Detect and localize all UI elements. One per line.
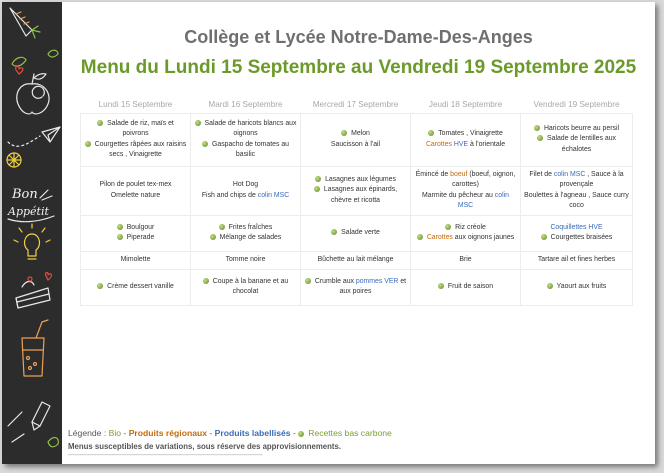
leaf-icon <box>48 438 58 447</box>
menu-cell <box>191 166 301 215</box>
menu-dish <box>414 255 517 265</box>
menu-dish <box>524 233 629 243</box>
dish-text: Riz créole <box>455 223 486 231</box>
dish-text: Crème dessert vanille <box>107 282 174 290</box>
menu-dish <box>84 223 187 233</box>
day-header-row <box>81 96 633 113</box>
dish-text: Coupe à la banane et au chocolat <box>212 277 289 295</box>
menu-body <box>81 113 633 305</box>
menu-cell <box>301 215 411 251</box>
low-carbon-leaf-icon <box>97 120 103 126</box>
low-carbon-leaf-icon <box>541 234 547 240</box>
menu-cell <box>191 215 301 251</box>
day-header: Mardi 16 Septembre <box>208 99 283 109</box>
lemon-icon <box>7 153 21 167</box>
menu-cell <box>301 269 411 305</box>
menu-dish <box>84 191 187 201</box>
menu-cell <box>81 166 191 215</box>
dish-text: , Sauce à la provençale <box>559 170 624 189</box>
cheese-row <box>81 251 633 269</box>
menu-cell <box>521 113 633 166</box>
main-course-row <box>81 166 633 215</box>
menu-dish <box>194 191 297 201</box>
menu-dish <box>194 223 297 233</box>
low-carbon-leaf-icon <box>219 224 225 230</box>
menu-dish <box>194 119 297 140</box>
low-carbon-leaf-icon <box>537 135 543 141</box>
starter-row <box>81 113 633 166</box>
legend-low-carbon: Recettes bas carbone <box>308 428 392 438</box>
menu-cell <box>301 113 411 166</box>
menu-cell <box>411 251 521 269</box>
dish-text: Courgettes braisées <box>550 234 613 241</box>
dish-text: à l'orientale <box>468 140 506 148</box>
regional-product-text: Carottes <box>426 234 453 241</box>
menu-dish <box>84 180 187 190</box>
menu-dish <box>524 282 629 292</box>
dish-text: Hot Dog <box>232 181 259 189</box>
menu-dish <box>524 191 629 212</box>
dish-text: Gaspacho de tomates au basilic <box>212 140 289 158</box>
menu-cell <box>521 215 633 251</box>
dish-text: et aux poires <box>339 277 407 295</box>
low-carbon-leaf-icon <box>331 229 337 235</box>
menu-dish <box>84 119 187 140</box>
legend-bio: Bio <box>108 428 122 438</box>
menu-table <box>80 96 633 306</box>
school-title: Collège et Lycée Notre-Dame-Des-Anges <box>184 27 533 47</box>
menu-dish <box>414 129 517 139</box>
legend-separator: - <box>121 428 129 438</box>
dish-text: Bûchette au lait mélange <box>317 255 394 263</box>
day-header: Vendredi 19 Septembre <box>533 99 620 109</box>
menu-dish <box>84 255 187 265</box>
day-header: Lundi 15 Septembre <box>98 99 173 109</box>
menu-dish <box>524 223 629 233</box>
menu-dish <box>524 170 629 191</box>
menu-dish <box>194 277 297 298</box>
menu-cell <box>191 113 301 166</box>
menu-dish <box>84 140 187 161</box>
menu-cell <box>81 113 191 166</box>
lightbulb-icon <box>14 224 50 259</box>
dish-text: Boulettes à l'agneau , Sauce curry coco <box>524 191 629 209</box>
menu-cell <box>521 269 633 305</box>
chalkboard-strip <box>2 2 62 464</box>
low-carbon-leaf-icon <box>428 130 434 136</box>
dish-text: Frites fraîches <box>228 223 273 231</box>
low-carbon-leaf-icon <box>314 186 320 192</box>
menu-dish <box>414 233 517 243</box>
menu-dish <box>414 223 517 233</box>
menu-dish <box>84 233 187 243</box>
low-carbon-leaf-icon <box>117 234 123 240</box>
menu-dish <box>414 140 517 150</box>
carrot-icon <box>10 8 40 38</box>
labelled-product-text: Coquillettes HVE <box>550 223 603 231</box>
menu-dish <box>524 124 629 134</box>
side-dish-row <box>81 215 633 251</box>
low-carbon-leaf-icon <box>210 234 216 240</box>
menu-cell <box>411 215 521 251</box>
low-carbon-leaf-icon <box>203 278 209 284</box>
dish-text: Salade de riz, maïs et poivrons <box>107 119 174 138</box>
low-carbon-leaf-icon <box>438 283 444 289</box>
menu-dish <box>194 180 297 190</box>
dish-text: Brie <box>459 255 472 263</box>
low-carbon-leaf-icon <box>417 234 423 240</box>
legend-labelled: Produits labellisés <box>214 428 291 438</box>
dish-text: Émincé de <box>415 170 451 178</box>
leaf-icon <box>12 50 58 66</box>
dish-text: Tomme noire <box>225 255 266 263</box>
availability-note: Menus susceptibles de variations, sous réserve des approvisionnements. <box>68 442 341 451</box>
labelled-product-text: colin MSC <box>257 191 290 199</box>
heart-icon <box>16 66 23 74</box>
menu-cell <box>521 166 633 215</box>
cake-icon <box>16 272 51 308</box>
dish-text: Piperade <box>126 234 155 241</box>
dish-text: Salade verte <box>341 228 380 236</box>
chalkboard-illustrations <box>2 2 62 464</box>
dessert-row <box>81 269 633 305</box>
menu-dish <box>414 282 517 292</box>
menu-cell <box>411 166 521 215</box>
menu-dish <box>304 277 407 298</box>
menu-dish <box>84 282 187 292</box>
appetit-text: Appétit <box>8 205 49 218</box>
low-carbon-leaf-icon <box>547 283 553 289</box>
dish-text: Filet de <box>529 170 554 178</box>
labelled-product-text: colin MSC <box>457 191 509 209</box>
menu-dish <box>304 140 407 150</box>
menu-cell <box>521 251 633 269</box>
regional-product-text: boeuf <box>450 170 468 178</box>
labelled-product-text: pommes VER <box>355 277 399 285</box>
dish-text: (boeuf, oignon, carottes) <box>452 170 516 189</box>
menu-dish <box>194 140 297 161</box>
paper-plane-icon <box>8 127 60 146</box>
dish-text: Tartare ail et fines herbes <box>537 255 616 263</box>
dish-text: Fruit de saison <box>447 282 494 290</box>
menu-cell <box>191 269 301 305</box>
menu-sheet <box>2 2 655 464</box>
menu-dish <box>304 129 407 139</box>
dish-text: Yaourt aux fruits <box>556 282 607 290</box>
menu-dish <box>414 170 517 191</box>
menu-dish <box>524 255 629 265</box>
menu-cell <box>81 251 191 269</box>
legend-separator: - <box>207 428 215 438</box>
low-carbon-leaf-icon <box>97 283 103 289</box>
dish-text: Mélange de salades <box>219 234 282 241</box>
dish-text: Omelette nature <box>110 191 161 199</box>
menu-dish <box>524 134 629 155</box>
menu-dish <box>304 255 407 265</box>
low-carbon-leaf-icon <box>195 120 201 126</box>
apple-icon <box>17 74 49 114</box>
menu-cell <box>411 113 521 166</box>
pencil-icon <box>8 402 50 442</box>
menu-dish <box>304 185 407 206</box>
menu-dish <box>304 228 407 238</box>
dish-text: aux oignons jaunes <box>452 234 515 241</box>
menu-dish <box>194 233 297 243</box>
menu-cell <box>411 269 521 305</box>
menu-cell <box>191 251 301 269</box>
dish-text: Pilon de poulet tex-mex <box>99 181 172 189</box>
legend-prefix: Légende : <box>68 428 109 438</box>
low-carbon-leaf-icon <box>305 278 311 284</box>
dish-text: Crumble aux <box>314 277 356 285</box>
menu-cell <box>301 251 411 269</box>
labelled-product-text: HVE <box>453 140 469 148</box>
dish-text: Melon <box>351 130 370 138</box>
low-carbon-leaf-icon <box>298 431 304 437</box>
menu-cell <box>81 269 191 305</box>
menu-cell <box>81 215 191 251</box>
legend-separator: - <box>290 428 299 438</box>
dish-text: Courgettes râpées aux raisins secs , Vinaigrette <box>94 140 187 158</box>
drink-icon <box>22 320 48 376</box>
low-carbon-leaf-icon <box>202 141 208 147</box>
menu-dish <box>194 255 297 265</box>
menu-dish <box>304 175 407 185</box>
legend <box>68 428 392 438</box>
low-carbon-leaf-icon <box>117 224 123 230</box>
bon-text: Bon <box>12 187 38 202</box>
low-carbon-leaf-icon <box>85 141 91 147</box>
fine-print: ━━━━━━━━━━━━━━━━━━━━━━━━━━━━━━━━━━━━━━━━━━━━━━━━━━━━━━━━━━━━━━━━━━━━━━━━━━━━━━━━━━━━━━━━━━ <box>68 453 263 457</box>
low-carbon-leaf-icon <box>315 176 321 182</box>
dish-text: Haricots beurre au persil <box>543 124 620 132</box>
day-header: Mercredi 17 Septembre <box>312 99 399 109</box>
low-carbon-leaf-icon <box>534 125 540 131</box>
menu-week-title: Menu du Lundi 15 Septembre au Vendredi 19 Septembre 2025 <box>80 57 637 78</box>
dish-text: Saucisson à l'ail <box>330 140 381 148</box>
dish-text: Tomates , Vinaigrette <box>438 130 503 138</box>
regional-product-text: Carottes <box>425 140 452 148</box>
dish-text: Lasagnes aux épinards, chèvre et ricotta <box>323 186 398 204</box>
dish-text: Marmite du pêcheur au <box>422 191 495 199</box>
menu-cell <box>301 166 411 215</box>
dish-text: Boulgour <box>126 223 155 231</box>
low-carbon-leaf-icon <box>445 224 451 230</box>
menu-dish <box>414 191 517 212</box>
low-carbon-leaf-icon <box>341 130 347 136</box>
day-header: Jeudi 18 Septembre <box>428 99 503 109</box>
dish-text: Fish and chips de <box>201 191 258 199</box>
dish-text: Salade de haricots blancs aux oignons <box>204 119 297 138</box>
dish-text: Lasagnes aux légumes <box>325 175 396 183</box>
dish-text: Salade de lentilles aux échalotes <box>547 135 616 153</box>
legend-regional: Produits régionaux <box>128 428 207 438</box>
dish-text: Mimolette <box>120 255 151 263</box>
labelled-product-text: colin MSC <box>553 170 586 178</box>
